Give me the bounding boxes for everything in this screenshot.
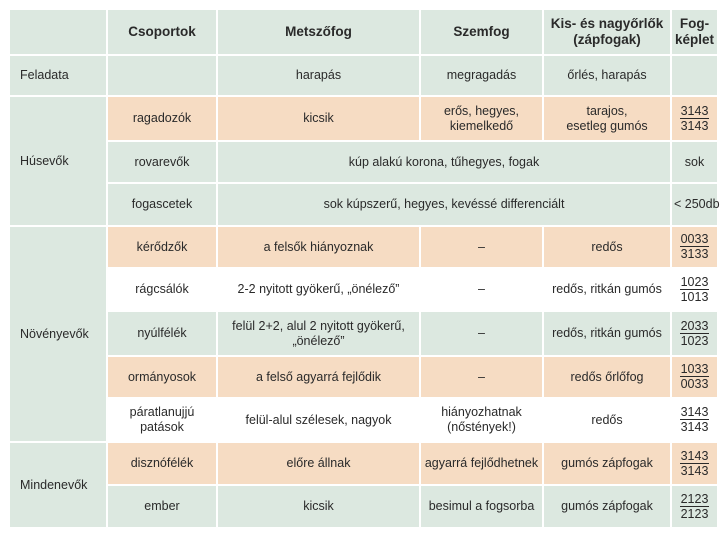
molar-cell: redős [543,226,671,268]
formula-lower: 3133 [680,247,709,261]
function-empty [107,55,217,96]
header-canine: Szemfog [420,9,543,55]
incisor-cell: kicsik [217,485,420,528]
function-formula-empty [671,55,718,96]
dental-formula [680,104,710,133]
canine-cell: agyarrá fejlődhetnek [420,442,543,485]
dental-formula [680,362,710,391]
function-label: Feladata [9,55,107,96]
molar-cell: gumós zápfogak [543,442,671,485]
table-row [9,398,718,442]
canine-cell: erős, hegyes, kiemelkedő [420,96,543,141]
incisor-cell: a felső agyarrá fejlődik [217,356,420,398]
dental-formula [680,232,710,261]
incisor-cell: felül 2+2, alul 2 nyitott gyökerű, „önélező” [217,311,420,356]
formula-upper: 2123 [680,491,709,506]
teeth-description: sok kúpszerű, hegyes, kevéssé differenciált [217,183,671,226]
group-omnivores: Mindenevők [9,442,107,528]
animal-name: fogascetek [107,183,217,226]
header-molar: Kis- és nagyőrlők (zápfogak) [543,9,671,55]
molar-cell: redős, ritkán gumós [543,268,671,311]
formula-cell [671,268,718,311]
incisor-cell: 2-2 nyitott gyökerű, „önélező” [217,268,420,311]
formula-lower: 3143 [680,420,709,434]
canine-cell: besimul a fogsorba [420,485,543,528]
formula-cell [671,311,718,356]
animal-name: ormányosok [107,356,217,398]
animal-name: disznófélék [107,442,217,485]
canine-cell: – [420,311,543,356]
formula-lower: 0033 [680,377,709,391]
header-formula: Fog- képlet [671,9,718,55]
teeth-table [8,8,719,529]
dental-formula [680,275,710,304]
animal-name: ember [107,485,217,528]
table-row [9,485,718,528]
formula-upper: 1033 [680,362,709,376]
header-row [9,9,718,55]
table-row [9,442,718,485]
animal-name: nyúlfélék [107,311,217,356]
dental-formula [680,319,710,348]
animal-name: páratlanujjú patások [107,398,217,442]
header-corner [9,9,107,55]
header-groups: Csoportok [107,9,217,55]
function-row [9,55,718,96]
canine-cell: – [420,356,543,398]
header-incisor: Metszőfog [217,9,420,55]
formula-upper: 0033 [680,232,709,246]
canine-cell: – [420,226,543,268]
incisor-cell: előre állnak [217,442,420,485]
dental-formula [680,492,710,521]
animal-name: kérődzők [107,226,217,268]
formula-cell [671,398,718,442]
formula-lower: 3143 [680,118,709,133]
incisor-cell: felül-alul szélesek, nagyok [217,398,420,442]
table-row [9,96,718,141]
animal-name: ragadozók [107,96,217,141]
animal-name: rágcsálók [107,268,217,311]
formula-upper: 3143 [680,448,709,463]
molar-cell: redős őrlőfog [543,356,671,398]
formula-upper: 3143 [680,405,709,419]
formula-lower: 3143 [680,463,709,478]
group-carnivores: Húsevők [9,96,107,226]
molar-cell: gumós zápfogak [543,485,671,528]
formula-cell [671,96,718,141]
formula-upper: 1023 [680,274,709,289]
incisor-cell: kicsik [217,96,420,141]
formula-cell [671,356,718,398]
formula-lower: 1013 [680,289,709,304]
table-row [9,141,718,183]
formula-cell: < 250db [671,183,718,226]
table-row [9,356,718,398]
table-row [9,311,718,356]
animal-name: rovarevők [107,141,217,183]
function-canine: megragadás [420,55,543,96]
table-row [9,183,718,226]
dental-formula [680,449,710,478]
table-row [9,268,718,311]
function-molar: őrlés, harapás [543,55,671,96]
function-incisor: harapás [217,55,420,96]
canine-cell: hiányozhatnak (nőstények!) [420,398,543,442]
teeth-description: kúp alakú korona, tűhegyes, fogak [217,141,671,183]
canine-cell: – [420,268,543,311]
formula-cell [671,485,718,528]
molar-cell: redős [543,398,671,442]
formula-lower: 2123 [680,506,709,521]
molar-cell: redős, ritkán gumós [543,311,671,356]
dental-formula [680,405,710,434]
formula-lower: 1023 [680,333,709,348]
formula-cell: sok [671,141,718,183]
formula-upper: 3143 [680,103,709,118]
formula-upper: 2033 [680,318,709,333]
group-herbivores: Növényevők [9,226,107,442]
molar-cell: tarajos, esetleg gumós [543,96,671,141]
formula-cell [671,226,718,268]
table-row [9,226,718,268]
incisor-cell: a felsők hiányoznak [217,226,420,268]
formula-cell [671,442,718,485]
